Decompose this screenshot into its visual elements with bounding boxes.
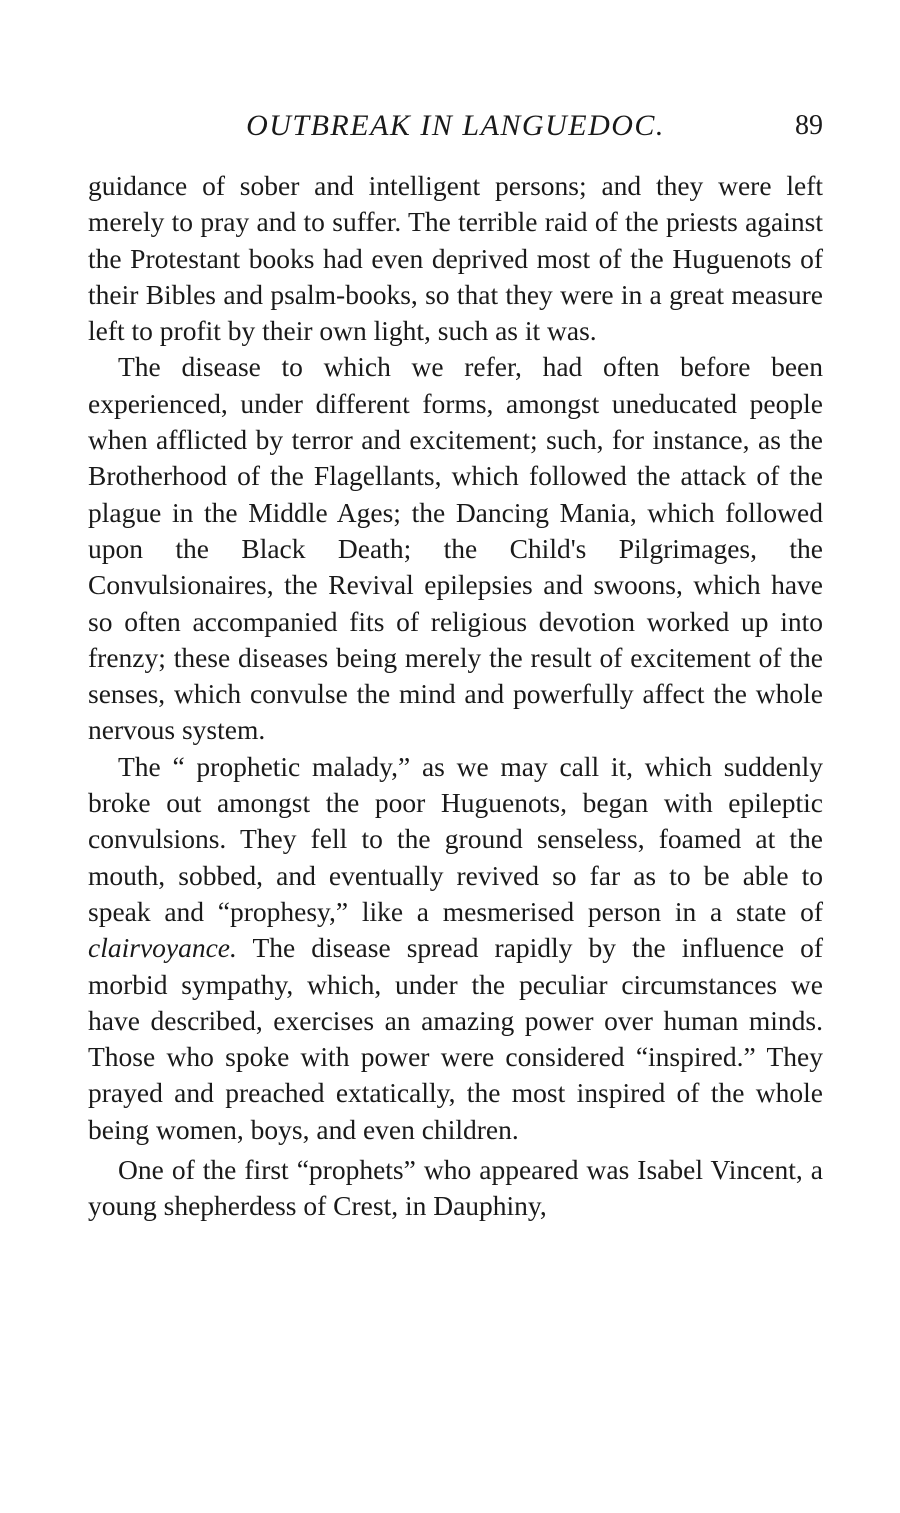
running-head: OUTBREAK IN LANGUEDOC. (246, 109, 665, 142)
paragraph-first-prophets: One of the first “prophets” who appeared was Isabel Vincent, a young shepherdess of Crest, in Dauphiny, (88, 1154, 823, 1222)
paragraph-continuation: guidance of sober and intelligent persons; and they were left merely to pray and to suffer. The terrible raid of the priests against the Protestant books had even deprived most of the Huguenots of their Bibles and psalm-books, so that they were in a great measure left to profit by their own light, such as it was. (88, 170, 823, 347)
page-header (88, 106, 823, 146)
body-text (88, 168, 823, 1225)
paragraph-disease: The disease to which we refer, had often before been experienced, under different forms, amongst uneducated people when afflicted by terror and excitement; such, for instance, as the Brotherhood of the Flagellants, which followed the attack of the plague in the Middle Ages; the Dancing Mania, which followed upon the Black Death; the Child's Pilgrimages, the Convulsionaires, the Revival epilepsies and swoons, which have so often accompanied fits of religious devotion worked up into frenzy; these diseases being merely the result of excitement of the senses, which convulse the mind and powerfully affect the whole nervous system. (88, 351, 823, 746)
italic-term: clairvoyance. (88, 932, 237, 964)
page-number: 89 (795, 110, 823, 141)
paragraph-text-part: The “ prophetic malady,” as we may call it, which suddenly broke out amongst the poor Huguenots, began with epileptic convulsions. They fell to the ground senseless, foamed at the mouth, sobbed, and eventually revived so far as to be able to speak and “prophesy,” like a mesmerised person in a state of (88, 750, 823, 927)
paragraph-prophetic-malady (88, 749, 823, 1148)
paragraph-text-part: The disease spread rapidly by the influence of morbid sympathy, which, under the peculiar circumstances we have described, exercises an amazing power over human minds. Those who spoke with power were considered “inspired.” They prayed and preached extatically, the most inspired of the whole being women, boys, and even children. (88, 932, 823, 1145)
